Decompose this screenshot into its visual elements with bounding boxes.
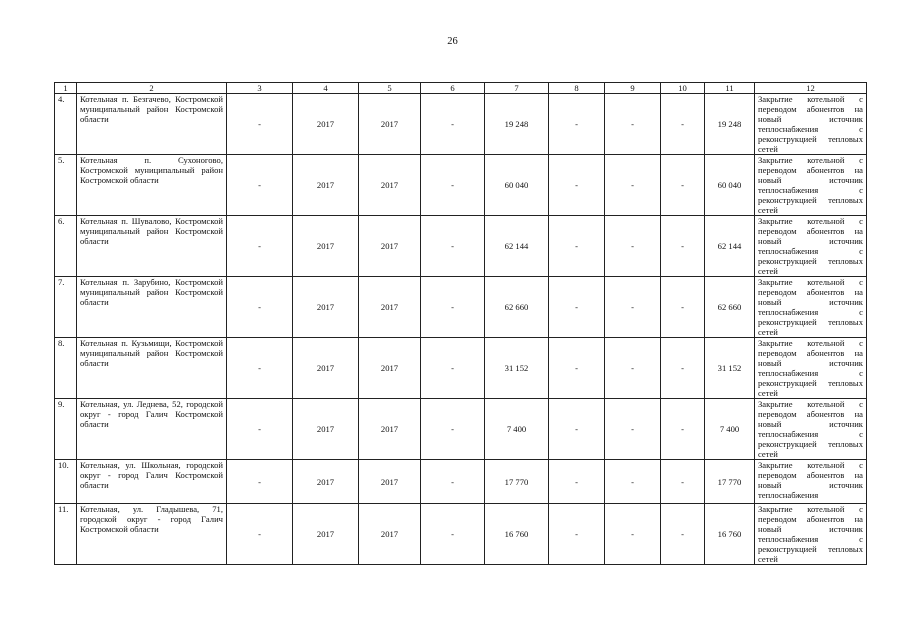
cell-col3: - [227, 504, 293, 565]
cell-col4: 2017 [293, 460, 359, 504]
cell-col5: 2017 [359, 504, 421, 565]
boiler-name: Котельная п. Безгачево, Костромской муниципальный район Костромской области [77, 94, 227, 155]
cell-col9: - [605, 277, 661, 338]
cell-col10: - [661, 216, 705, 277]
cell-col5: 2017 [359, 94, 421, 155]
boiler-name: Котельная п. Сухоногово, Костромской муниципальный район Костромской области [77, 155, 227, 216]
cell-col10: - [661, 460, 705, 504]
boiler-name: Котельная п. Шувалово, Костромской муниципальный район Костромской области [77, 216, 227, 277]
cell-col7: 7 400 [485, 399, 549, 460]
action-description: Закрытие котельной с переводом абонентов на новый источник теплоснабжения с реконструкцией тепловых сетей [755, 155, 867, 216]
cell-col10: - [661, 277, 705, 338]
cell-col11: 60 040 [705, 155, 755, 216]
cell-col5: 2017 [359, 399, 421, 460]
action-description: Закрытие котельной с переводом абонентов на новый источник теплоснабжения с реконструкцией тепловых сетей [755, 216, 867, 277]
cell-col6: - [421, 338, 485, 399]
row-number: 7. [55, 277, 77, 338]
cell-col9: - [605, 338, 661, 399]
cell-col8: - [549, 399, 605, 460]
cell-col7: 62 144 [485, 216, 549, 277]
cell-col5: 2017 [359, 277, 421, 338]
row-number: 8. [55, 338, 77, 399]
cell-col7: 17 770 [485, 460, 549, 504]
cell-col8: - [549, 277, 605, 338]
column-header: 10 [661, 83, 705, 94]
cell-col3: - [227, 216, 293, 277]
column-header: 11 [705, 83, 755, 94]
column-header: 1 [55, 83, 77, 94]
cell-col11: 7 400 [705, 399, 755, 460]
row-number: 10. [55, 460, 77, 504]
cell-col10: - [661, 399, 705, 460]
cell-col4: 2017 [293, 338, 359, 399]
action-description: Закрытие котельной с переводом абонентов на новый источник теплоснабжения [755, 460, 867, 504]
cell-col11: 62 660 [705, 277, 755, 338]
cell-col11: 19 248 [705, 94, 755, 155]
column-header: 3 [227, 83, 293, 94]
cell-col10: - [661, 94, 705, 155]
cell-col8: - [549, 338, 605, 399]
cell-col6: - [421, 155, 485, 216]
cell-col6: - [421, 94, 485, 155]
cell-col10: - [661, 504, 705, 565]
table-row [55, 94, 867, 155]
page-number: 26 [447, 36, 458, 47]
cell-col7: 19 248 [485, 94, 549, 155]
table-row [55, 504, 867, 565]
cell-col4: 2017 [293, 94, 359, 155]
cell-col7: 62 660 [485, 277, 549, 338]
boiler-name: Котельная п. Зарубино, Костромской муниципальный район Костромской области [77, 277, 227, 338]
cell-col11: 17 770 [705, 460, 755, 504]
cell-col9: - [605, 94, 661, 155]
boiler-name: Котельная, ул. Леднева, 52, городской округ - город Галич Костромской области [77, 399, 227, 460]
cell-col11: 31 152 [705, 338, 755, 399]
boiler-name: Котельная п. Кузьмищи, Костромской муниципальный район Костромской области [77, 338, 227, 399]
table-row [55, 277, 867, 338]
action-description: Закрытие котельной с переводом абонентов на новый источник теплоснабжения с реконструкцией тепловых сетей [755, 338, 867, 399]
cell-col5: 2017 [359, 216, 421, 277]
table-row [55, 338, 867, 399]
cell-col8: - [549, 460, 605, 504]
row-number: 5. [55, 155, 77, 216]
cell-col9: - [605, 504, 661, 565]
column-header: 7 [485, 83, 549, 94]
cell-col7: 60 040 [485, 155, 549, 216]
cell-col4: 2017 [293, 216, 359, 277]
cell-col8: - [549, 94, 605, 155]
cell-col8: - [549, 155, 605, 216]
cell-col9: - [605, 216, 661, 277]
action-description: Закрытие котельной с переводом абонентов на новый источник теплоснабжения с реконструкцией тепловых сетей [755, 277, 867, 338]
table-row [55, 460, 867, 504]
cell-col6: - [421, 277, 485, 338]
row-number: 4. [55, 94, 77, 155]
cell-col4: 2017 [293, 277, 359, 338]
table-row [55, 399, 867, 460]
cell-col6: - [421, 460, 485, 504]
cell-col3: - [227, 277, 293, 338]
cell-col3: - [227, 399, 293, 460]
cell-col11: 62 144 [705, 216, 755, 277]
cell-col4: 2017 [293, 504, 359, 565]
action-description: Закрытие котельной с переводом абонентов на новый источник теплоснабжения с реконструкцией тепловых сетей [755, 399, 867, 460]
row-number: 9. [55, 399, 77, 460]
column-number-row [55, 83, 867, 94]
column-header: 5 [359, 83, 421, 94]
cell-col3: - [227, 338, 293, 399]
column-header: 2 [77, 83, 227, 94]
cell-col9: - [605, 399, 661, 460]
boiler-name: Котельная, ул. Школьная, городской округ - город Галич Костромской области [77, 460, 227, 504]
table-row [55, 216, 867, 277]
cell-col5: 2017 [359, 155, 421, 216]
column-header: 8 [549, 83, 605, 94]
cell-col9: - [605, 155, 661, 216]
cell-col8: - [549, 504, 605, 565]
column-header: 12 [755, 83, 867, 94]
action-description: Закрытие котельной с переводом абонентов на новый источник теплоснабжения с реконструкцией тепловых сетей [755, 504, 867, 565]
cell-col3: - [227, 460, 293, 504]
boiler-closure-table [54, 82, 867, 565]
cell-col7: 16 760 [485, 504, 549, 565]
cell-col8: - [549, 216, 605, 277]
table-row [55, 155, 867, 216]
cell-col5: 2017 [359, 460, 421, 504]
column-header: 6 [421, 83, 485, 94]
cell-col5: 2017 [359, 338, 421, 399]
cell-col6: - [421, 504, 485, 565]
boiler-name: Котельная, ул. Гладышева, 71, городской округ - город Галич Костромской области [77, 504, 227, 565]
cell-col4: 2017 [293, 155, 359, 216]
row-number: 6. [55, 216, 77, 277]
column-header: 4 [293, 83, 359, 94]
cell-col3: - [227, 94, 293, 155]
cell-col6: - [421, 216, 485, 277]
cell-col6: - [421, 399, 485, 460]
cell-col10: - [661, 338, 705, 399]
cell-col4: 2017 [293, 399, 359, 460]
cell-col7: 31 152 [485, 338, 549, 399]
column-header: 9 [605, 83, 661, 94]
cell-col9: - [605, 460, 661, 504]
action-description: Закрытие котельной с переводом абонентов на новый источник теплоснабжения с реконструкцией тепловых сетей [755, 94, 867, 155]
cell-col3: - [227, 155, 293, 216]
row-number: 11. [55, 504, 77, 565]
cell-col10: - [661, 155, 705, 216]
cell-col11: 16 760 [705, 504, 755, 565]
